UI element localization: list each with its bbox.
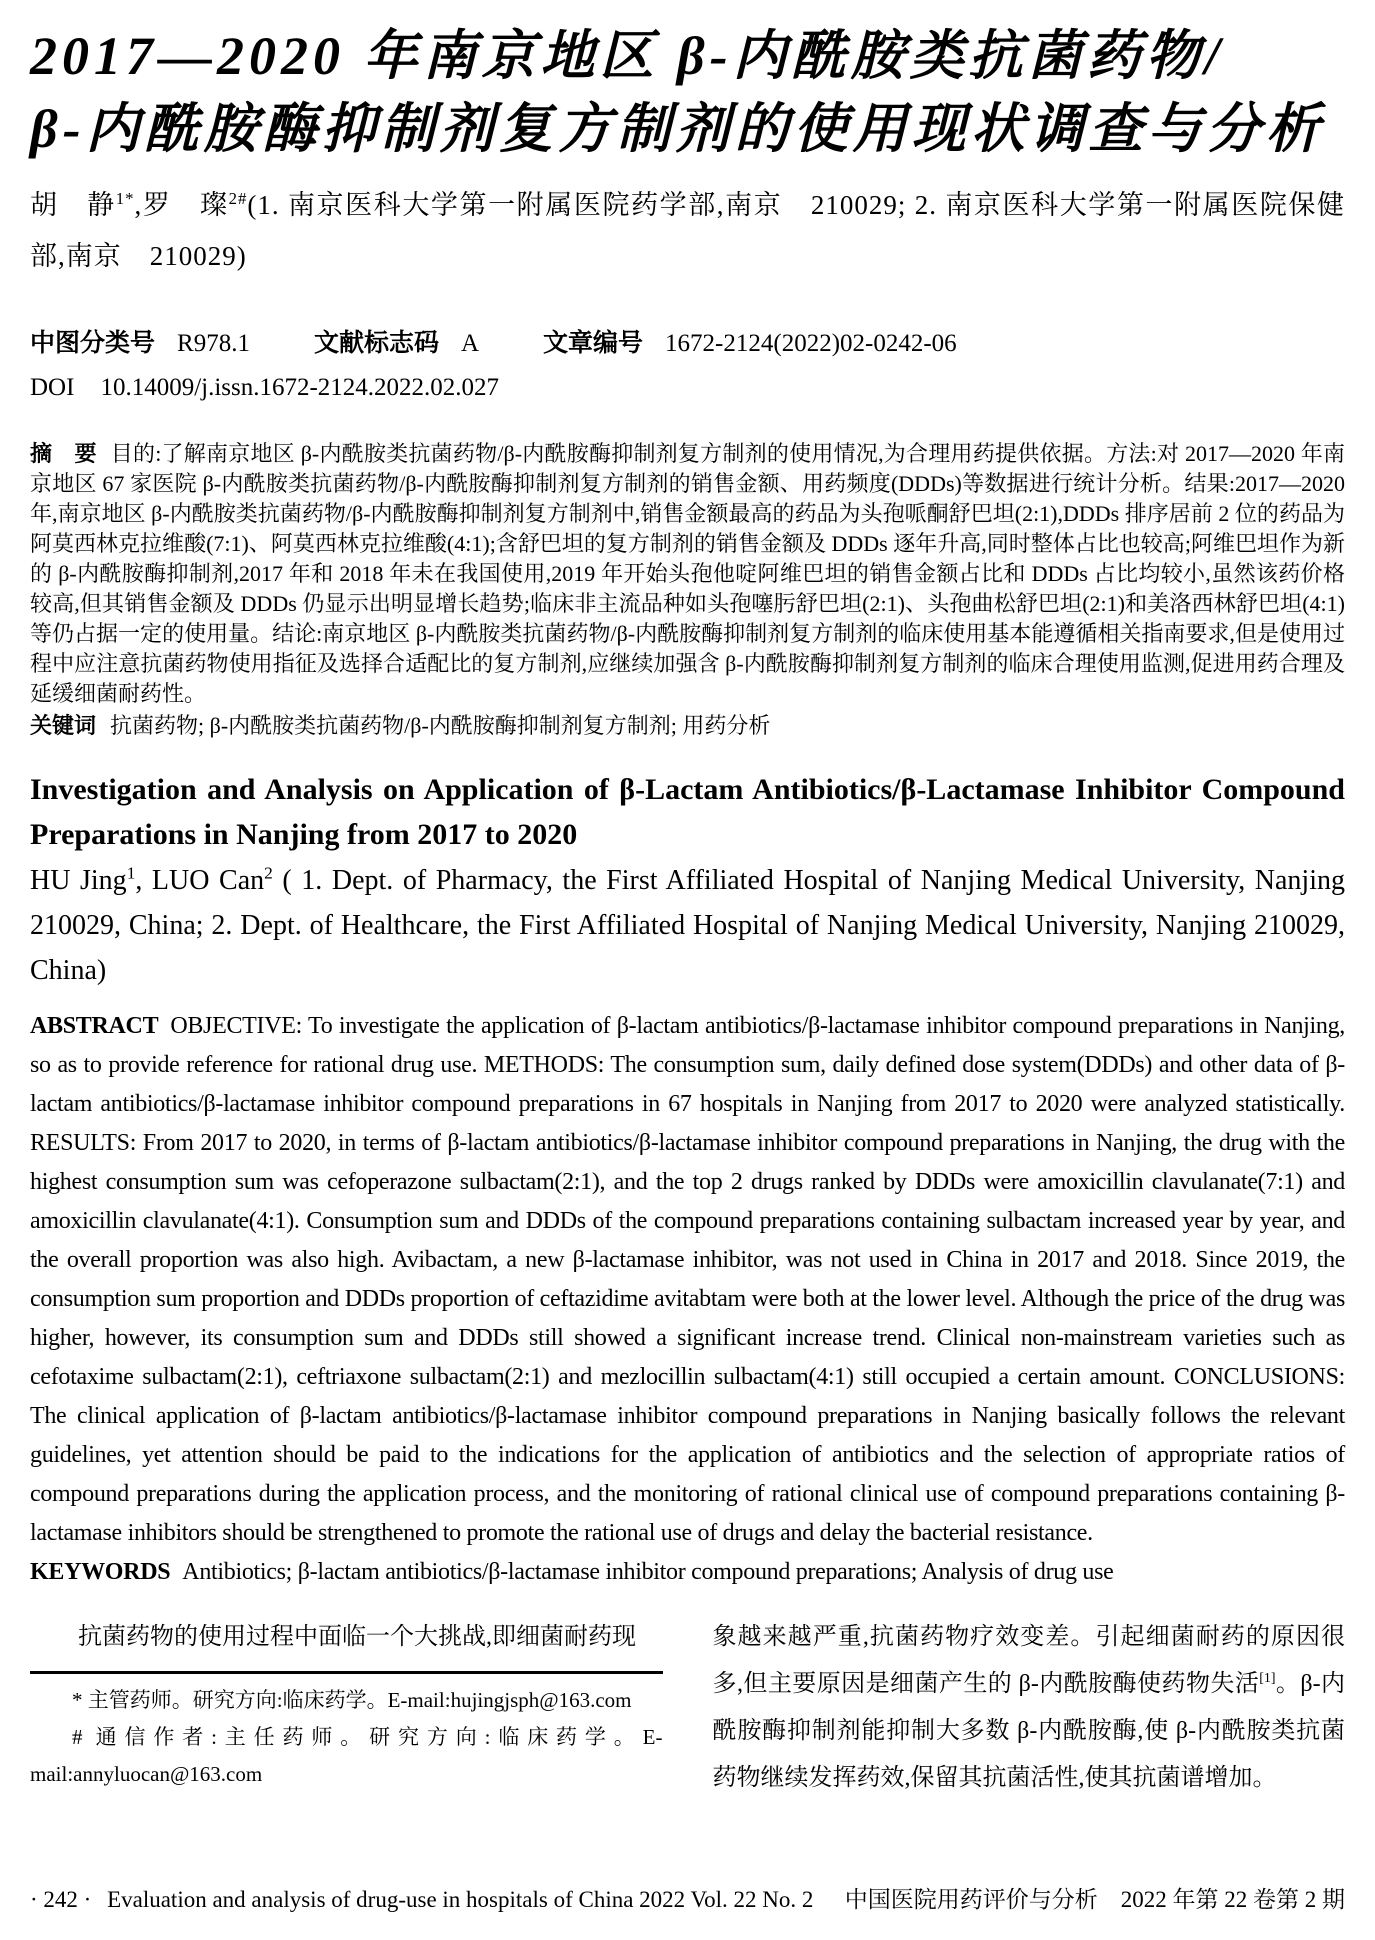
affiliation-en: ( 1. Dept. of Pharmacy, the First Affiliated Hospital of Nanjing Medical University, Nanjing 210029, China; 2. Dept. of Healthcare, the First Affiliated Hospital of Nanjing Medical University, Nanjing 210029, China) (30, 865, 1345, 986)
article-title-cn-line1: 2017—2020 年南京地区 β-内酰胺类抗菌药物/ (30, 26, 1225, 86)
keywords-en-label: KEYWORDS (30, 1559, 171, 1585)
keywords-cn (30, 711, 1345, 741)
meta-row (30, 328, 1345, 359)
body-column-right (713, 1614, 1346, 1802)
abstract-cn (30, 439, 1345, 709)
body-right-text-pre: 象越来越严重,抗菌药物疗效变差。引起细菌耐药的原因很多,但主要原因是细菌产生的 β-内酰胺酶使药物失活 (712, 1624, 1345, 1697)
abstract-en-text: OBJECTIVE: To investigate the application of β-lactam antibiotics/β-lactamase inhibitor compound preparations in Nanjing, so as to provide reference for rational drug use. METHODS: The consumption sum, daily defined dose system(DDDs) and other data of β-lactam antibiotics/β-lactamase inhibitor compound preparations in 67 hospitals in Nanjing from 2017 to 2020 were analyzed statistically. RESULTS: From 2017 to 2020, in terms of β-lactam antibiotics/β-lactamase inhibitor compound preparations in Nanjing, the drug with the highest consumption sum was cefoperazone sulbactam(2:1), and the top 2 drugs ranked by DDDs were amoxicillin clavulanate(7:1) and amoxicillin clavulanate(4:1). Consumption sum and DDDs of the compound preparations containing sulbactam increased year by year, and the overall proportion was also high. Avibactam, a new β-lactamase inhibitor, was not used in China in 2017 and 2018. Since 2019, the consumption sum proportion and DDDs proportion of ceftazidime avitabtam were both at the lower level. Although the price of the drug was higher, however, its consumption sum and DDDs still showed a significant increase trend. Clinical non-mainstream varieties such as cefotaxime sulbactam(2:1), ceftriaxone sulbactam(2:1) and mezlocillin sulbactam(4:1) still occupied a certain amount. CONCLUSIONS: The clinical application of β-lactam antibiotics/β-lactamase inhibitor compound preparations in Nanjing basically follows the relevant guidelines, yet attention should be paid to the indications for the application of antibiotics and the selection of appropriate ratios of compound preparations during the application process, and the monitoring of rational clinical use of compound preparations containing β-lactamase inhibitors should be strengthened to promote the rational use of drugs and delay the bacterial resistance. (30, 1013, 1345, 1546)
body-column-left (30, 1614, 663, 1802)
footer-right (845, 1886, 1345, 1914)
article-title-cn (30, 20, 1345, 166)
footnote-1: * 主管药师。研究方向:临床药学。E-mail:hujingjsph@163.com (72, 1688, 632, 1712)
keywords-cn-text: 抗菌药物; β-内酰胺类抗菌药物/β-内酰胺酶抑制剂复方制剂; 用药分析 (110, 713, 771, 738)
footer-journal-en: Evaluation and analysis of drug-use in hospitals of China 2022 Vol. 22 No. 2 (107, 1887, 814, 1912)
doc-code-label: 文献标志码 (313, 329, 439, 357)
doi-label: DOI (30, 374, 75, 401)
article-no-value: 1672-2124(2022)02-0242-06 (665, 330, 957, 357)
body-intro-left: 抗菌药物的使用过程中面临一个大挑战,即细菌耐药现 (78, 1624, 636, 1650)
keywords-cn-label: 关键词 (30, 713, 97, 738)
abstract-en-label: ABSTRACT (30, 1013, 159, 1039)
authors-cn (30, 180, 1345, 282)
article-title-cn-line2: β-内酰胺酶抑制剂复方制剂的使用现状调查与分析 (30, 99, 1325, 159)
doi-row (30, 373, 1345, 403)
body-right-text-post: 。β-内酰胺酶抑制剂能抑制大多数 β-内酰胺酶,使 β-内酰胺类抗菌药物继续发挥药效,保留其抗菌活性,使其抗菌谱增加。 (712, 1671, 1346, 1791)
author-cn-2: ,罗 璨 (134, 190, 229, 220)
affiliation-cn: (1. 南京医科大学第一附属医院药学部,南京 210029; 2. 南京医科大学第一附属医院保健部,南京 210029) (30, 190, 1346, 271)
author-en-2-superscript: 2 (264, 863, 273, 883)
footer-journal-cn: 中国医院用药评价与分析 2022 年第 22 卷第 2 期 (844, 1887, 1345, 1912)
author-en-2: , LUO Can (135, 865, 265, 896)
article-no-label: 文章编号 (543, 329, 644, 357)
keywords-en (30, 1553, 1345, 1592)
body-columns (30, 1614, 1345, 1802)
footer-left (30, 1886, 823, 1914)
page-footer (30, 1886, 1345, 1914)
abstract-cn-text: 目的:了解南京地区 β-内酰胺类抗菌药物/β-内酰胺酶抑制剂复方制剂的使用情况,为合理用药提供依据。方法:对 2017—2020 年南京地区 67 家医院 β-内酰胺类抗菌药物/β-内酰胺酶抑制剂复方制剂的销售金额、用药频度(DDDs)等数据进行统计分析。结果:2017—2020 年,南京地区 β-内酰胺类抗菌药物/β-内酰胺酶抑制剂复方制剂中,销售金额最高的药品为头孢哌酮舒巴坦(2:1),DDDs 排序居前 2 位的药品为阿莫西林克拉维酸(7:1)、阿莫西林克拉维酸(4:1);含舒巴坦的复方制剂的销售金额及 DDDs 逐年升高,同时整体占比也较高;阿维巴坦作为新的 β-内酰胺酶抑制剂,2017 年和 2018 年未在我国使用,2019 年开始头孢他啶阿维巴坦的销售金额占比和 DDDs 占比均较小,虽然该药价格较高,但其销售金额及 DDDs 仍显示出明显增长趋势;临床非主流品种如头孢噻肟舒巴坦(2:1)、头孢曲松舒巴坦(2:1)和美洛西林舒巴坦(4:1)等仍占据一定的使用量。结论:南京地区 β-内酰胺类抗菌药物/β-内酰胺酶抑制剂复方制剂的临床使用基本能遵循相关指南要求,但是使用过程中应注意抗菌药物使用指征及选择合适配比的复方制剂,应继续加强含 β-内酰胺酶抑制剂复方制剂的临床合理使用监测,促进用药合理及延缓细菌耐药性。 (30, 441, 1345, 706)
page-number: · 242 · (30, 1887, 92, 1912)
doi-value: 10.14009/j.issn.1672-2124.2022.02.027 (100, 374, 500, 401)
author-en-1: HU Jing (30, 865, 127, 896)
footnote-separator (30, 1671, 663, 1674)
author-cn-1-superscript: 1* (115, 189, 135, 208)
keywords-en-text: Antibiotics; β-lactam antibiotics/β-lactamase inhibitor compound preparations; Analysis of drug use (182, 1559, 1114, 1585)
clc-value: R978.1 (177, 330, 250, 357)
article-title-en: Investigation and Analysis on Application of β-Lactam Antibiotics/β-Lactamase Inhibitor Compound Preparations in Nanjing from 2017 to 2020 (30, 773, 1345, 851)
abstract-cn-label: 摘 要 (30, 441, 97, 466)
reference-marker: [1] (1259, 1671, 1276, 1686)
authors-en (30, 858, 1345, 993)
footnote-2: # 通信作者:主任药师。研究方向:临床药学。E-mail:annyluocan@163.com (30, 1725, 663, 1786)
doc-code-value: A (460, 330, 480, 357)
author-en-1-superscript: 1 (126, 863, 136, 883)
author-cn-2-superscript: 2# (228, 189, 248, 208)
abstract-en (30, 1007, 1345, 1553)
author-cn-1: 胡 静 (30, 190, 116, 220)
clc-label: 中图分类号 (30, 329, 156, 357)
body-right (713, 1614, 1346, 1802)
